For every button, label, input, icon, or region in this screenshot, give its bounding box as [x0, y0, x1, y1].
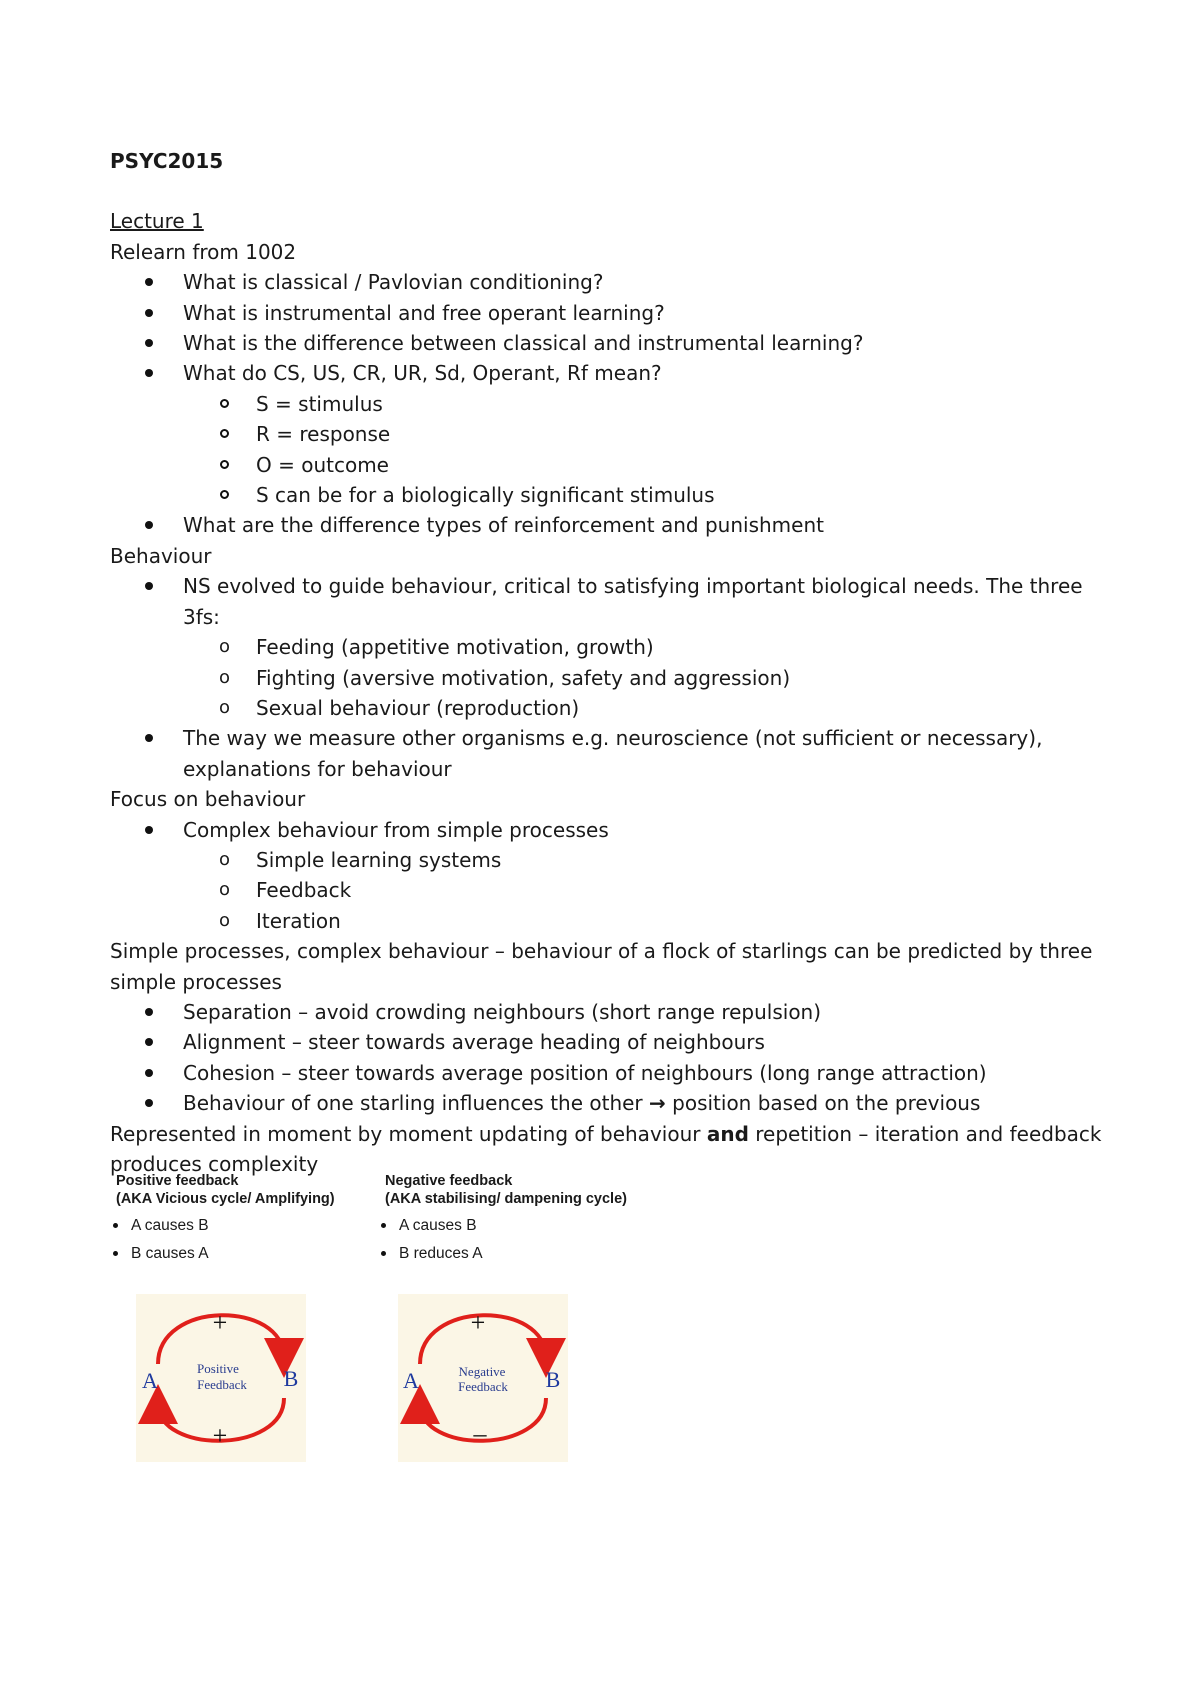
positive-feedback-heading	[116, 1172, 335, 1208]
list-item: o Simple learning systems	[110, 845, 1110, 875]
list-item: What do CS, US, CR, UR, Sd, Operant, Rf mean?	[110, 358, 1110, 388]
list-item: Alignment – steer towards average heading of neighbours	[110, 1027, 1110, 1057]
relearn-list-end	[110, 510, 1110, 540]
represented-a: Represented in moment by moment updating of behaviour	[110, 1121, 707, 1146]
behaviour-list-end	[110, 723, 1110, 784]
starling-last-a: Behaviour of one starling influences the other	[183, 1091, 650, 1116]
negative-feedback-diagram	[398, 1294, 568, 1462]
three-fs-sublist	[110, 632, 1110, 723]
list-item: A causes B	[110, 1212, 209, 1240]
notes-body	[110, 146, 1110, 1179]
sro-sublist	[110, 389, 1110, 511]
list-item: What is classical / Pavlovian conditioning?	[110, 267, 1110, 297]
center-text-1: Positive	[197, 1361, 239, 1376]
bottom-sign: –	[473, 1419, 487, 1448]
list-item: Cohesion – steer towards average position of neighbours (long range attraction)	[110, 1058, 1110, 1088]
represented-and: and	[706, 1121, 749, 1146]
relearn-heading: Relearn from 1002	[110, 239, 297, 264]
starling-list	[110, 997, 1110, 1119]
list-item: B causes A	[110, 1240, 209, 1268]
represented-line-2: produces complexity	[110, 1152, 319, 1176]
positive-heading-1: Positive feedback	[116, 1173, 239, 1189]
positive-feedback-list	[110, 1212, 209, 1268]
simple-processes-line-2: simple processes	[110, 969, 282, 994]
list-item	[110, 723, 1110, 784]
focus-heading: Focus on behaviour	[110, 787, 306, 812]
arrow-right-icon: →	[649, 1091, 666, 1116]
list-item: Complex behaviour from simple processes	[110, 815, 1110, 845]
center-text-1: Negative	[458, 1364, 506, 1379]
negative-heading-2: (AKA stabilising/ dampening cycle)	[385, 1191, 627, 1207]
list-item: o Iteration	[110, 906, 1110, 936]
positive-heading-2: (AKA Vicious cycle/ Amplifying)	[116, 1191, 335, 1207]
relearn-list	[110, 267, 1110, 389]
list-item: What is instrumental and free operant learning?	[110, 298, 1110, 328]
positive-feedback-diagram	[136, 1294, 306, 1462]
list-item: What is the difference between classical and instrumental learning?	[110, 328, 1110, 358]
top-sign: +	[212, 1308, 228, 1337]
focus-sublist	[110, 845, 1110, 936]
list-item	[110, 571, 1110, 632]
behaviour-heading: Behaviour	[110, 543, 212, 568]
label-b: B	[283, 1366, 299, 1391]
list-item: o Fighting (aversive motivation, safety and aggression)	[110, 663, 1110, 693]
list-item: A causes B	[378, 1212, 483, 1240]
list-item: o Sexual behaviour (reproduction)	[110, 693, 1110, 723]
ns-line-2: 3fs:	[183, 604, 220, 629]
bottom-sign: +	[212, 1421, 228, 1450]
list-item: B reduces A	[378, 1240, 483, 1268]
measure-line-2: explanations for behaviour	[183, 756, 452, 781]
represented-b: repetition – iteration and feedback	[748, 1121, 1102, 1146]
focus-list	[110, 815, 1110, 845]
page-title: PSYC2015	[110, 149, 224, 173]
simple-processes-line-1: Simple processes, complex behaviour – behaviour of a flock of starlings can be predicted by three	[110, 939, 1093, 964]
starling-last-b: position based on the previous	[665, 1091, 981, 1116]
label-a: A	[403, 1368, 419, 1393]
list-item: R = response	[110, 419, 1110, 449]
list-item: S can be for a biologically significant stimulus	[110, 480, 1110, 510]
list-item: What are the difference types of reinforcement and punishment	[110, 510, 1110, 540]
list-item: O = outcome	[110, 450, 1110, 480]
list-item: o Feeding (appetitive motivation, growth)	[110, 632, 1110, 662]
center-text-2: Feedback	[458, 1379, 508, 1394]
negative-feedback-heading	[385, 1172, 627, 1208]
ns-line-1: NS evolved to guide behaviour, critical to satisfying important biological needs. The three	[183, 574, 1083, 599]
negative-heading-1: Negative feedback	[385, 1173, 513, 1189]
label-a: A	[142, 1368, 158, 1393]
negative-feedback-list	[378, 1212, 483, 1268]
top-sign: +	[470, 1308, 486, 1337]
center-text-2: Feedback	[197, 1377, 247, 1392]
label-b: B	[545, 1367, 561, 1392]
lecture-heading: Lecture 1	[110, 209, 204, 234]
list-item: Separation – avoid crowding neighbours (short range repulsion)	[110, 997, 1110, 1027]
list-item	[110, 1088, 1110, 1118]
behaviour-list	[110, 571, 1110, 632]
list-item: S = stimulus	[110, 389, 1110, 419]
list-item: o Feedback	[110, 875, 1110, 905]
represented-line-1	[110, 1119, 1110, 1149]
measure-line-1: The way we measure other organisms e.g. neuroscience (not sufficient or necessary),	[183, 726, 1043, 751]
